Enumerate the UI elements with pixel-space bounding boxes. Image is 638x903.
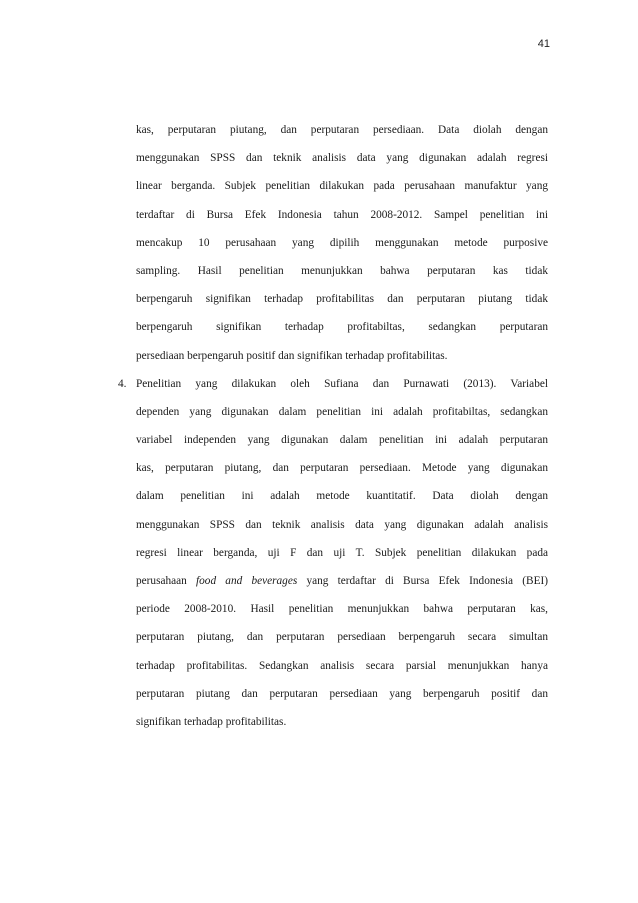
text-line: mencakup 10 perusahaan yang dipilih menggunakan metode purposive [136, 236, 548, 249]
text-segment: perusahaan [136, 575, 197, 587]
text-line: dependen yang digunakan dalam penelitian ini adalah profitabiltas, sedangkan [136, 405, 548, 418]
continued-paragraph [118, 116, 548, 370]
document-body [118, 116, 548, 736]
text-line: persediaan berpengaruh positif dan signifikan terhadap profitabilitas. [136, 349, 448, 362]
text-line: berpengaruh signifikan terhadap profitabilitas dan perputaran piutang tidak [136, 293, 548, 306]
italic-term: food and beverages [196, 575, 298, 587]
text-line: kas, perputaran piutang, dan perputaran persediaan. Data diolah dengan [136, 124, 548, 136]
text-line: terhadap profitabilitas. Sedangkan analisis secara parsial menunjukkan hanya [136, 659, 548, 672]
text-segment: yang terdaftar di Bursa Efek Indonesia (BEI) [297, 575, 548, 587]
text-line: menggunakan SPSS dan teknik analisis data yang digunakan adalah analisis [136, 518, 548, 531]
page-number: 41 [537, 38, 550, 50]
text-line: berpengaruh signifikan terhadap profitabiltas, sedangkan perputaran [136, 321, 548, 334]
text-line: sampling. Hasil penelitian menunjukkan bahwa perputaran kas tidak [136, 264, 548, 277]
text-line: perputaran piutang dan perputaran persediaan yang berpengaruh positif dan [136, 687, 548, 700]
text-line-with-italic [136, 567, 548, 595]
text-line: linear berganda. Subjek penelitian dilakukan pada perusahaan manufaktur yang [136, 180, 548, 193]
text-line: perputaran piutang, dan perputaran persediaan berpengaruh secara simultan [136, 631, 548, 644]
text-line: signifikan terhadap profitabilitas. [136, 715, 287, 728]
text-line: menggunakan SPSS dan teknik analisis data yang digunakan adalah regresi [136, 152, 548, 165]
list-item-4 [118, 370, 548, 736]
text-line: terdaftar di Bursa Efek Indonesia tahun 2008-2012. Sampel penelitian ini [136, 208, 548, 221]
text-line: periode 2008-2010. Hasil penelitian menunjukkan bahwa perputaran kas, [136, 603, 548, 616]
list-item-number: 4. [118, 377, 127, 390]
text-line: variabel independen yang digunakan dalam penelitian ini adalah perputaran [136, 434, 548, 447]
text-line: regresi linear berganda, uji F dan uji T. Subjek penelitian dilakukan pada [136, 546, 548, 559]
text-line: kas, perputaran piutang, dan perputaran persediaan. Metode yang digunakan [136, 462, 548, 475]
text-line: Penelitian yang dilakukan oleh Sufiana dan Purnawati (2013). Variabel [136, 377, 548, 390]
text-line: dalam penelitian ini adalah metode kuantitatif. Data diolah dengan [136, 490, 548, 503]
